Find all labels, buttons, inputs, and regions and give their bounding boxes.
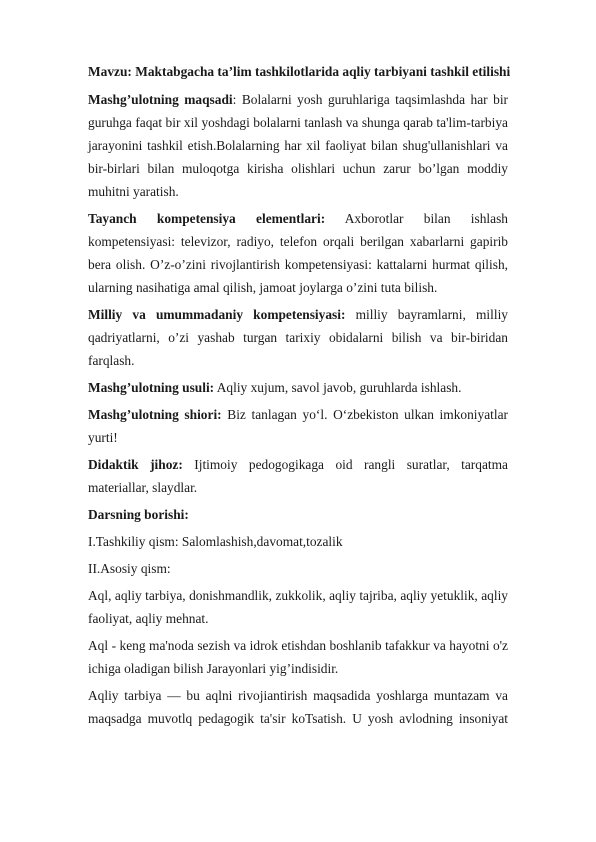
competence-paragraph xyxy=(88,207,508,299)
terms-paragraph: Aql, aqliy tarbiya, donishmandlik, zukkolik, aqliy tajriba, aqliy yetuklik, aqliy faoliyat, aqliy mehnat. xyxy=(88,588,508,626)
motto-paragraph xyxy=(88,403,508,449)
equipment-label: Didaktik jihoz: xyxy=(88,457,183,472)
goal-label: Mashg’ulotning maqsadi xyxy=(88,92,233,107)
course-heading: Darsning borishi: xyxy=(88,507,189,522)
equipment-paragraph xyxy=(88,453,508,499)
motto-label: Mashg’ulotning shiori: xyxy=(88,407,222,422)
document-page xyxy=(88,60,511,734)
method-text: Aqliy xujum, savol javob, guruhlarda ishlash. xyxy=(214,380,462,395)
page-title: Mavzu: Maktabgacha ta’lim tashkilotlarida aqliy tarbiyani tashkil etilishi xyxy=(88,64,511,79)
upbringing-paragraph: Aqliy tarbiya — bu aqlni rivojiantirish maqsadida yoshlarga muntazam va maqsadga muvotlq pedagogik ta'sir koTsatish. U yosh avlodning insoniyat xyxy=(88,688,508,726)
method-paragraph xyxy=(88,376,508,399)
goal-text: : Bolalarni yosh guruhlariga taqsimlashda har bir guruhga faqat bir xil yoshdagi bolalarni tanlash va shunga qarab ta'lim-tarbiya jarayonini tashkil etish.Bolalarning har xil faoliyat bilan shug'ullanishlari va bir-birlari bilan muloqotga kirisha olishlari uchun zarur bo’lgan moddiy muhitni yaratish. xyxy=(88,92,509,199)
competence-text: Axborotlar bilan ishlash kompetensiyasi: televizor, radiyo, telefon orqali berilgan xabarlarni gapirib bera olish. O’z-o’zini rivojlantirish kompetensiyasi: kattalarni hurmat qilish, ularning nasihatiga amal qilish, jamoat joylarga o’zini tuta bilish. xyxy=(88,211,508,295)
competence-label: Tayanch kompetensiya elementlari: xyxy=(88,211,326,226)
mind-paragraph: Aql - keng ma'noda sezish va idrok etishdan boshlanib tafakkur va hayotni o'z ichiga oladigan bilish Jarayonlari yig’indisidir. xyxy=(88,638,508,676)
goal-paragraph xyxy=(88,88,508,203)
equipment-text: Ijtimoiy pedogogikaga oid rangli suratlar, tarqatma materiallar, slaydlar. xyxy=(88,457,508,495)
part-one: I.Tashkiliy qism: Salomlashish,davomat,tozalik xyxy=(88,534,343,549)
part-two: II.Asosiy qism: xyxy=(88,561,171,576)
national-paragraph xyxy=(88,303,508,372)
motto-text: Biz tanlagan yo‘l. O‘zbekiston ulkan imkoniyatlar yurti! xyxy=(88,407,508,445)
national-label: Milliy va umummadaniy kompetensiyasi: xyxy=(88,307,346,322)
method-label: Mashg’ulotning usuli: xyxy=(88,380,215,395)
national-text: milliy bayramlarni, milliy qadriyatlarni, o’zi yashab turgan tarixiy obidalarni bilish va bir-biridan farqlash. xyxy=(88,307,508,368)
